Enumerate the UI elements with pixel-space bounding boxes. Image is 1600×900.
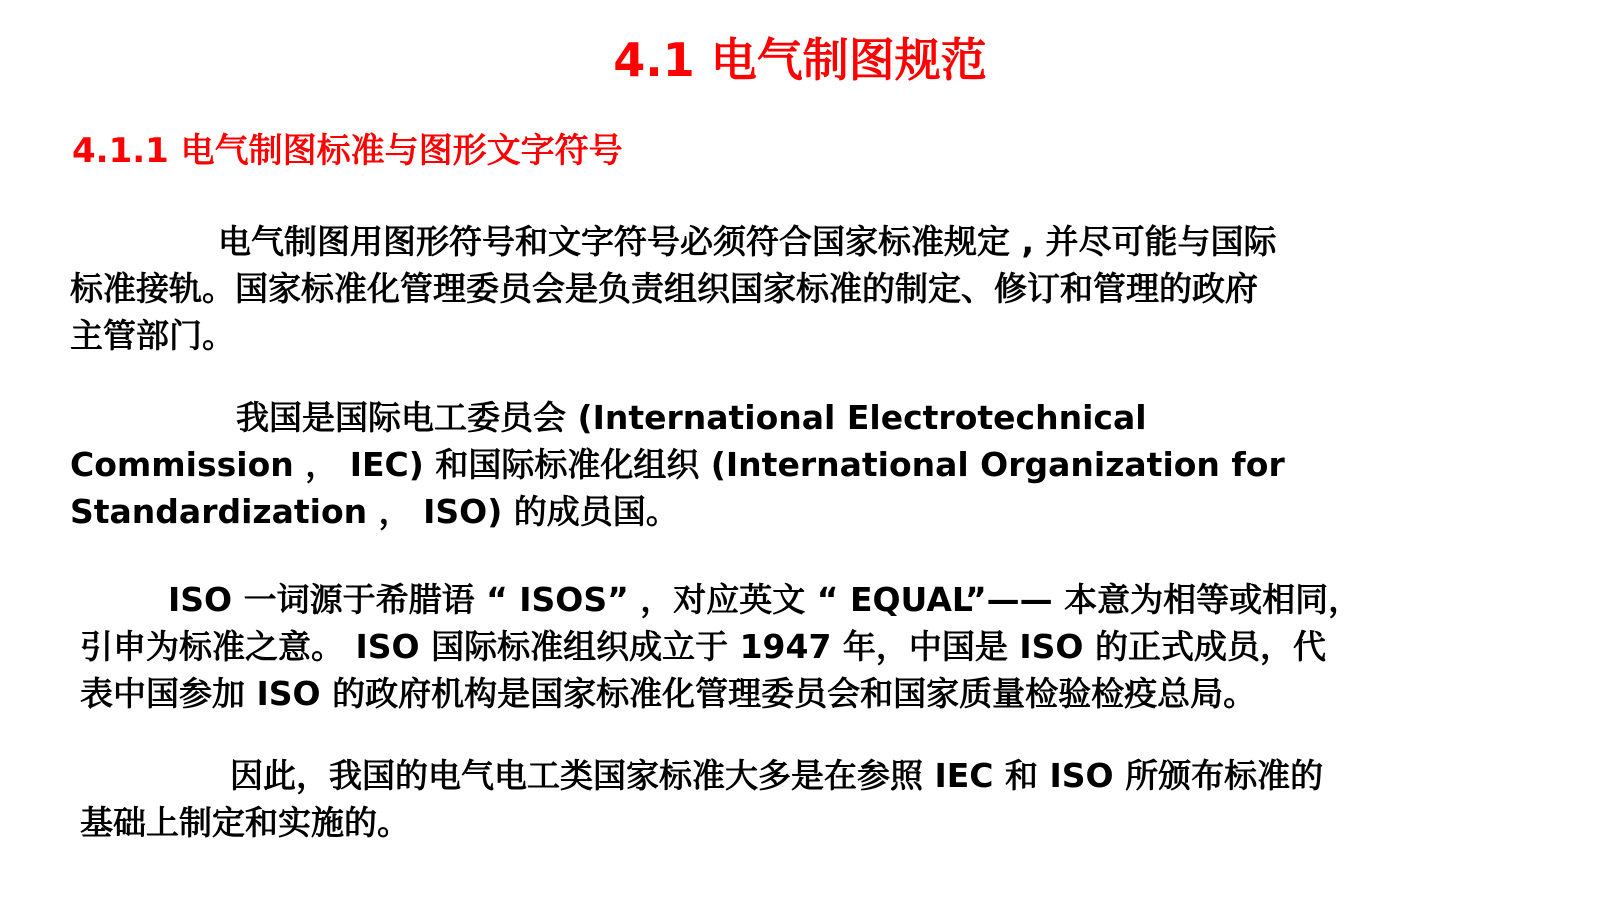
paragraph-standards-intro bbox=[70, 218, 1277, 359]
paragraph-line: 主管部门。 bbox=[70, 316, 235, 355]
paragraph-line: 基础上制定和实施的。 bbox=[80, 803, 410, 842]
paragraph-line: Commission ， IEC) 和国际标准化组织 (International Organization for bbox=[70, 445, 1285, 484]
paragraph-line: Standardization ， ISO) 的成员国。 bbox=[70, 492, 679, 531]
slide-title: 4.1 电气制图规范 bbox=[613, 33, 987, 87]
paragraph-conclusion bbox=[80, 752, 1323, 846]
paragraph-line: 引申为标准之意。 ISO 国际标准组织成立于 1947 年，中国是 ISO 的正式成员，代 bbox=[80, 627, 1326, 666]
paragraph-iso-origin bbox=[80, 576, 1361, 717]
paragraph-line: ISO 一词源于希腊语 “ ISOS” ，对应英文 “ EQUAL”—— 本意为相等或相同， bbox=[168, 580, 1362, 619]
paragraph-iec-iso-membership bbox=[70, 394, 1285, 535]
paragraph-line: 电气制图用图形符号和文字符号必须符合国家标准规定 , 并尽可能与国际 bbox=[218, 222, 1277, 261]
section-heading: 4.1.1 电气制图标准与图形文字符号 bbox=[72, 131, 623, 171]
paragraph-line: 因此，我国的电气电工类国家标准大多是在参照 IEC 和 ISO 所颁布标准的 bbox=[230, 756, 1324, 795]
paragraph-line: 标准接轨。国家标准化管理委员会是负责组织国家标准的制定、修订和管理的政府 bbox=[70, 269, 1258, 308]
paragraph-line: 我国是国际电工委员会 (International Electrotechnical bbox=[236, 398, 1147, 437]
paragraph-line: 表中国参加 ISO 的政府机构是国家标准化管理委员会和国家质量检验检疫总局。 bbox=[80, 674, 1257, 713]
